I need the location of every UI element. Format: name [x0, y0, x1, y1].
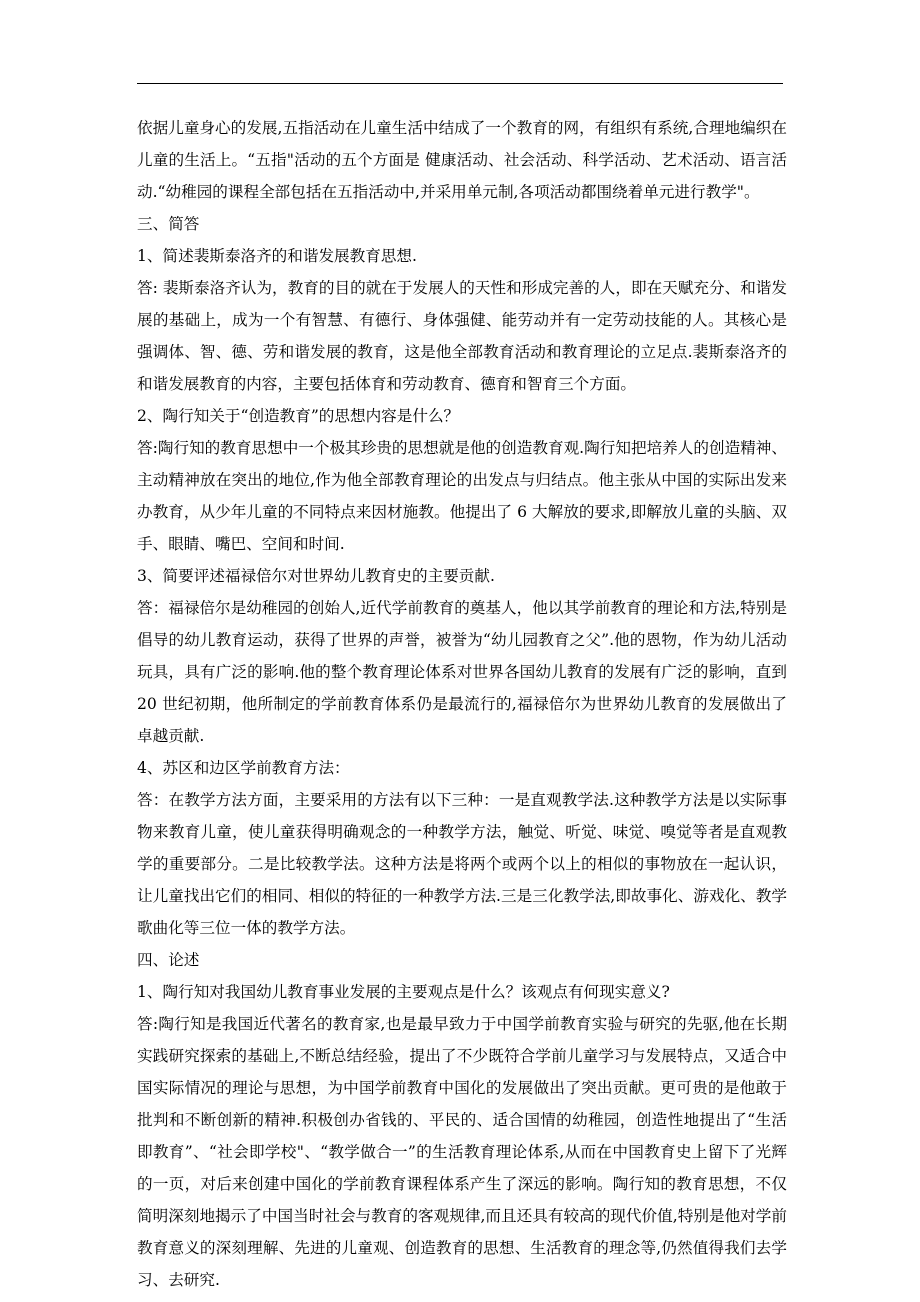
- paragraph-continuation: 依据儿童身心的发展,五指活动在儿童生活中结成了一个教育的网，有组织有系统,合理地编织在儿童的生活上。“五指"活动的五个方面是 健康活动、社会活动、科学活动、艺术活动、语言活动.“幼稚园的课程全部包括在五指活动中,并采用单元制,各项活动都围绕着单元进行教学"。: [137, 119, 787, 201]
- answer-3: 答：福禄倍尔是幼稚园的创始人,近代学前教育的奠基人，他以其学前教育的理论和方法,特别是倡导的幼儿教育运动，获得了世界的声誉，被誉为“幼儿园教育之父”.他的恩物，作为幼儿活动玩具，具有广泛的影响.他的整个教育理论体系对世界各国幼儿教育的发展有广泛的影响，直到 20 世纪初期，他所制定的学前教育体系仍是最流行的,福禄倍尔为世界幼儿教育的发展做出了卓越贡献.: [137, 599, 787, 745]
- question-3: 3、简要评述福禄倍尔对世界幼儿教育史的主要贡献.: [137, 567, 495, 585]
- essay-answer-1: 答:陶行知是我国近代著名的教育家,也是最早致力于中国学前教育实验与研究的先驱,他在长期实践研究探索的基础上,不断总结经验，提出了不少既符合学前儿童学习与发展特点，又适合中国实际情况的理论与思想，为中国学前教育中国化的发展做出了突出贡献。更可贵的是他敢于批判和不断创新的精神.积极创办省钱的、平民的、适合国情的幼稚园，创造性地提出了“生活即教育”、“社会即学校"、“教学做合一”的生活教育理论体系,从而在中国教育史上留下了光辉的一页，对后来创建中国化的学前教育课程体系产生了深远的影响。陶行知的教育思想，不仅简明深刻地揭示了中国当时社会与教育的客观规律,而且还具有较高的现代价值,特别是他对学前教育意义的深刻理解、先进的儿童观、创造教育的思想、生活教育的理念等,仍然值得我们去学习、去研究.: [137, 1015, 787, 1289]
- section-heading-short-answer: 三、简答: [137, 215, 200, 233]
- question-2: 2、陶行知关于“创造教育”的思想内容是什么？: [137, 407, 460, 425]
- essay-question-1: 1、陶行知对我国幼儿教育事业发展的主要观点是什么？该观点有何现实意义?: [137, 983, 670, 1001]
- header-rule: [137, 83, 783, 84]
- question-4: 4、苏区和边区学前教育方法：: [137, 759, 350, 777]
- answer-4: 答：在教学方法方面，主要采用的方法有以下三种：一是直观教学法.这种教学方法是以实际事物来教育儿童，使儿童获得明确观念的一种教学方法，触觉、听觉、味觉、嗅觉等者是直观教学的重要部分。二是比较教学法。这种方法是将两个或两个以上的相似的事物放在一起认识，让儿童找出它们的相同、相似的特征的一种教学方法.三是三化教学法,即故事化、游戏化、教学歌曲化等三位一体的教学方法。: [137, 791, 787, 937]
- section-heading-essay: 四、论述: [137, 951, 200, 969]
- answer-2: 答:陶行知的教育思想中一个极其珍贵的思想就是他的创造教育观.陶行知把培养人的创造精神、主动精神放在突出的地位,作为他全部教育理论的出发点与归结点。他主张从中国的实际出发来办教育，从少年儿童的不同特点来因材施教。他提出了 6 大解放的要求,即解放儿童的头脑、双手、眼睛、嘴巴、空间和时间.: [137, 439, 787, 553]
- document-body: [137, 112, 787, 1296]
- answer-1: 答: 裴斯泰洛齐认为，教育的目的就在于发展人的天性和形成完善的人，即在天赋充分、和谐发展的基础上，成为一个有智慧、有德行、身体强健、能劳动并有一定劳动技能的人。其核心是强调体、智、德、劳和谐发展的教育，这是他全部教育活动和教育理论的立足点.裴斯泰洛齐的和谐发展教育的内容，主要包括体育和劳动教育、德育和智育三个方面。: [137, 279, 787, 393]
- question-1: 1、简述裴斯泰洛齐的和谐发展教育思想.: [137, 247, 417, 265]
